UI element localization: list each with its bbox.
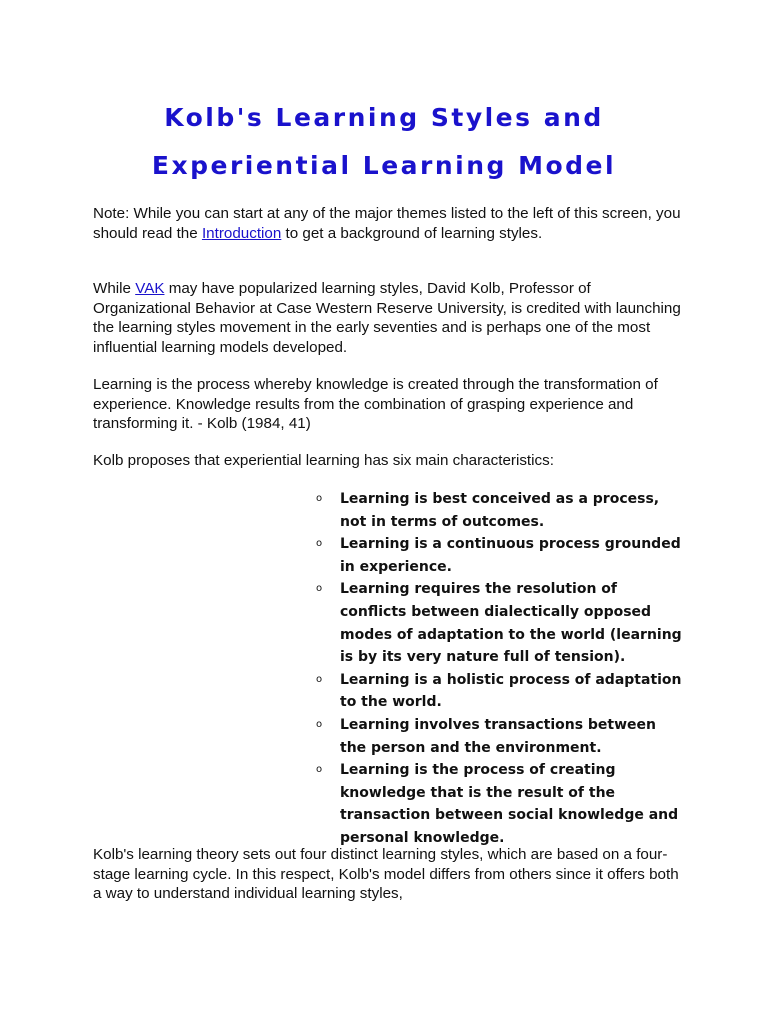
list-item bbox=[316, 578, 686, 668]
page-title-line-2: Experiential Learning Model bbox=[151, 151, 617, 180]
list-item-text: Learning is best conceived as a process, not in terms of outcomes. bbox=[340, 491, 660, 530]
list-item bbox=[316, 714, 686, 759]
list-item-text: Learning is a continuous process grounded in experience. bbox=[340, 536, 681, 575]
bullet-marker: o bbox=[316, 764, 323, 776]
characteristics-intro: Kolb proposes that experiential learning has six main characteristics: bbox=[93, 452, 554, 469]
list-item bbox=[316, 759, 686, 849]
note-text-after: to get a background of learning styles. bbox=[281, 224, 543, 242]
note-text-before: Note: While you can start at any of the major themes listed to the left of this screen, you should read the bbox=[93, 205, 681, 242]
characteristics-list bbox=[316, 488, 686, 850]
list-item-text: Learning involves transactions between the person and the environment. bbox=[340, 716, 657, 756]
page-title-line-1: Kolb's Learning Styles and bbox=[164, 103, 604, 132]
note-paragraph bbox=[93, 204, 683, 243]
introduction-link[interactable]: Introduction bbox=[201, 224, 282, 242]
list-item-text: Learning requires the resolution of conflicts between dialectically opposed modes of adaptation to the world (learning is by its very nature full of tension). bbox=[340, 581, 682, 666]
list-item bbox=[316, 669, 686, 714]
bullet-marker: o bbox=[316, 673, 323, 685]
vak-text-after: may have popularized learning styles, David Kolb, Professor of Organizational Behavior at Case Western Reserve University, is credited with launching the learning styles movement in the early seventies and is perhaps one of the most influential learning models developed. bbox=[93, 280, 681, 356]
bullet-marker: o bbox=[316, 538, 323, 550]
list-item-text: Learning is a holistic process of adaptation to the world. bbox=[340, 671, 682, 711]
bullet-marker: o bbox=[316, 718, 323, 730]
list-item bbox=[316, 533, 686, 578]
bullet-marker: o bbox=[316, 493, 323, 504]
list-item bbox=[316, 488, 686, 533]
list-item-text: Learning is the process of creating knowledge that is the result of the transaction between social knowledge and personal knowledge. bbox=[340, 762, 679, 846]
kolb-quote-paragraph: Learning is the process whereby knowledge is created through the transformation of experience. Knowledge results from the combination of grasping experience and transforming it. - Kolb (1984, 41) bbox=[93, 376, 658, 432]
vak-text-before: While bbox=[93, 280, 136, 297]
vak-paragraph bbox=[93, 279, 683, 357]
vak-link[interactable]: VAK bbox=[135, 280, 165, 297]
bullet-marker: o bbox=[316, 583, 323, 595]
learning-theory-paragraph: Kolb's learning theory sets out four distinct learning styles, which are based on a four-stage learning cycle. In this respect, Kolb's model differs from others since it offers both a way to understand individual learning styles, bbox=[93, 846, 679, 902]
